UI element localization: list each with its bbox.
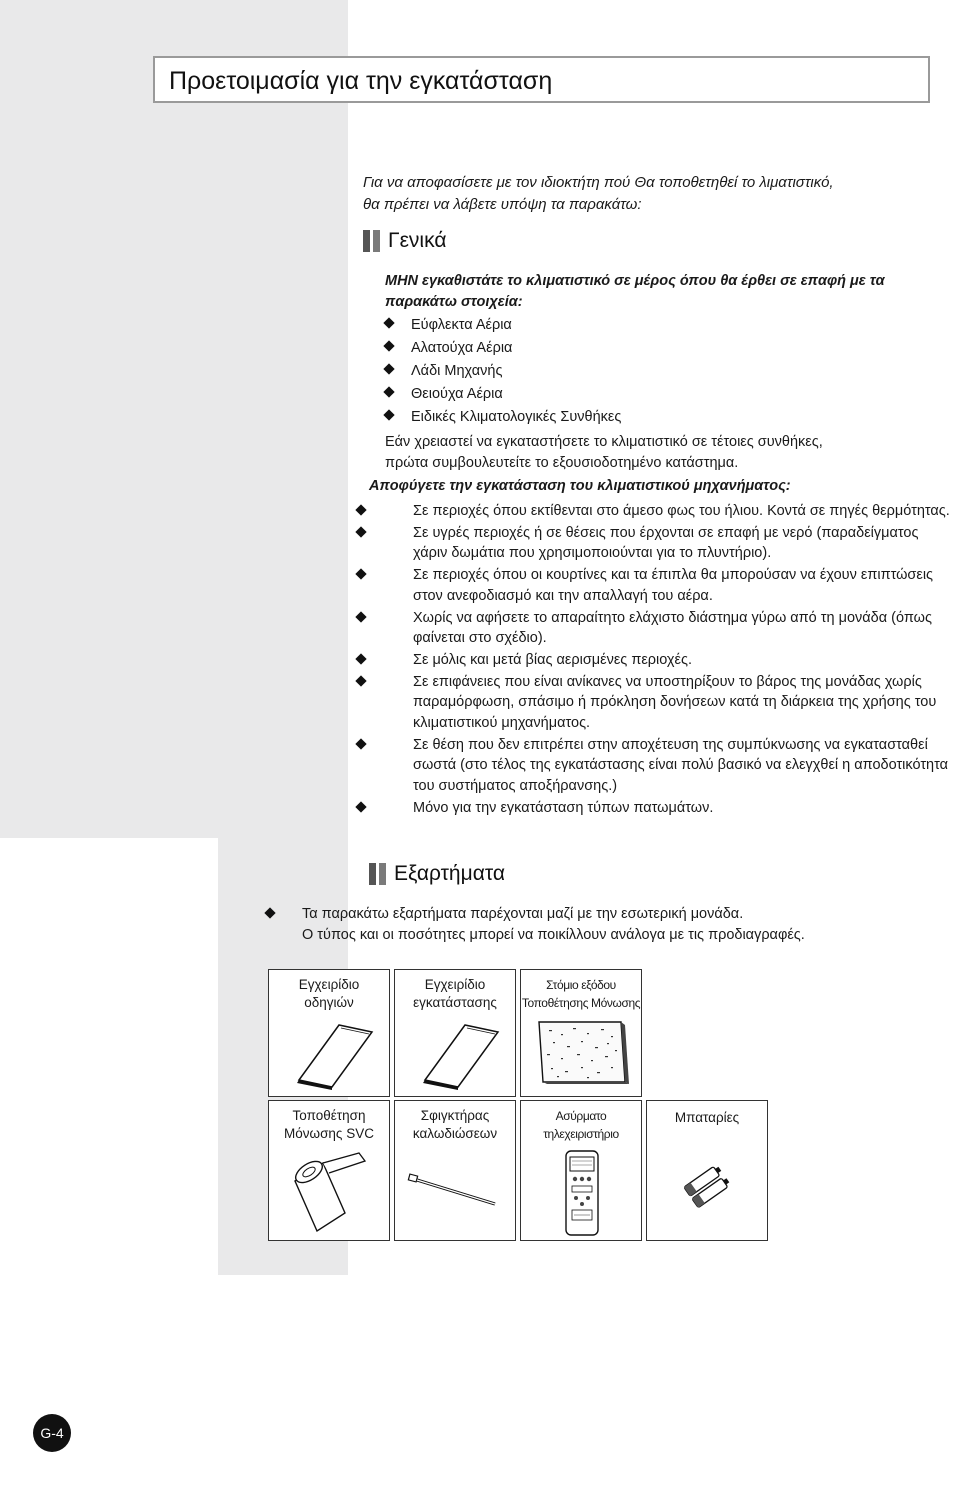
- list-item: Σε υγρές περιοχές ή σε θέσεις που έρχονται σε επαφή με νερό (παραδείγματος χάριν δωμάτια που χρησιμοποιούνται για το πλυντήριο).: [353, 523, 953, 564]
- intro-line-1: Για να αποφασίσετε με τον ιδιοκτήτη πού Θα τοποθετηθεί το λιματιστικό,: [363, 174, 834, 191]
- section-marker-icon: [369, 863, 386, 885]
- remote-control-icon: [521, 1101, 643, 1242]
- page-title: Προετοιμασία για την εγκατάσταση: [169, 67, 553, 95]
- insulation-sheet-icon: [521, 970, 643, 1098]
- accessory-label: τηλεχειριστήριο: [543, 1127, 619, 1141]
- gray-margin-band: [0, 0, 348, 838]
- accessory-label: Σφιγκτήρας: [420, 1108, 490, 1123]
- intro-text: [363, 172, 943, 216]
- list-item: Λάδι Μηχανής: [381, 360, 941, 383]
- general-warning-line-2: παρακάτω στοιχεία:: [385, 294, 523, 310]
- page-number-badge: G-4: [33, 1414, 71, 1452]
- accessory-label: Εγχειρίδιο: [298, 977, 360, 992]
- list-item: Ειδικές Κλιματολογικές Συνθήκες: [381, 406, 941, 429]
- accessories-note-line-1: Τα παρακάτω εξαρτήματα παρέχονται μαζί με την εσωτερική μονάδα.: [302, 906, 744, 922]
- section-heading-general: [363, 229, 446, 253]
- intro-line-2: θα πρέπει να λάβετε υπόψη τα παρακάτω:: [363, 196, 642, 213]
- accessory-label: Μπαταρίες: [674, 1110, 740, 1125]
- section-title-general: Γενικά: [388, 229, 447, 252]
- accessory-cell-cable-tie: [394, 1100, 516, 1241]
- list-item: Μόνο για την εγκατάσταση τύπων πατωμάτων.: [353, 798, 953, 819]
- insulation-roll-icon: [269, 1101, 391, 1242]
- accessory-cell-outlet-insulation: [520, 969, 642, 1097]
- accessory-cell-installation-manual: [394, 969, 516, 1097]
- accessory-label: εγκατάστασης: [413, 995, 497, 1010]
- general-advice-line-2: πρώτα συμβουλευτείτε το εξουσιοδοτημένο κατάστημα.: [385, 455, 739, 471]
- general-warning: [385, 271, 945, 313]
- accessory-cell-svc-insulation: [268, 1100, 390, 1241]
- section-heading-accessories: [369, 862, 505, 886]
- accessory-label: Τοποθέτησης Μόνωσης: [521, 996, 641, 1010]
- list-item: Αλατούχα Αέρια: [381, 337, 941, 360]
- accessory-cell-remote-control: [520, 1100, 642, 1241]
- accessory-label: οδηγιών: [304, 995, 354, 1010]
- list-item: Σε θέση που δεν επιτρέπει στην αποχέτευση της συμπύκνωσης να εγκατασταθεί σωστά (στο τέλος της εγκατάστασης είναι πολύ βασικό να ελεγχθεί η αποδοτικότητα του συστήματος αποξήρανσης.): [353, 735, 953, 797]
- list-item: Σε επιφάνειες που είναι ανίκανες να υποστηρίξουν το βάρος της μονάδας χωρίς παραμόρφωση, σπάσιμο ή πρόκληση δονήσεων κατά τη διάρκεια της χρήσης του κλιματιστικού μηχανήματος.: [353, 672, 953, 734]
- general-advice: [385, 432, 945, 474]
- accessory-label: Τοποθέτηση: [292, 1108, 366, 1123]
- manual-icon: [269, 970, 391, 1098]
- manual-icon: [395, 970, 517, 1098]
- accessory-label: Ασύρματο: [555, 1109, 607, 1123]
- list-item: Σε περιοχές όπου εκτίθενται στο άμεσο φως του ήλιου. Κοντά σε πηγές θερμότητας.: [353, 501, 953, 522]
- accessory-label: καλωδιώσεων: [412, 1126, 498, 1141]
- avoid-list: [353, 501, 953, 819]
- general-advice-line-1: Εάν χρειαστεί να εγκαταστήσετε το κλιματιστικό σε τέτοιες συνθήκες,: [385, 434, 823, 450]
- section-marker-icon: [363, 230, 380, 252]
- accessory-label: Εγχειρίδιο: [424, 977, 486, 992]
- accessory-label: Στόμιο εξόδου: [546, 978, 616, 992]
- avoid-heading: Αποφύγετε την εγκατάσταση του κλιματιστικού μηχανήματος:: [369, 478, 791, 494]
- list-item: Θειούχα Αέρια: [381, 383, 941, 406]
- accessory-cell-batteries: [646, 1100, 768, 1241]
- accessories-note-line-2: Ο τύπος και οι ποσότητες μπορεί να ποικίλλουν ανάλογα με τις προδιαγραφές.: [302, 927, 805, 943]
- list-item: Εύφλεκτα Αέρια: [381, 314, 941, 337]
- hazard-list: [381, 314, 941, 429]
- section-title-accessories: Εξαρτήματα: [394, 862, 505, 885]
- accessory-label: Μόνωσης SVC: [284, 1126, 374, 1141]
- list-item: Σε περιοχές όπου οι κουρτίνες και τα έπιπλα θα μπορούσαν να έχουν επιπτώσεις στον ανεφοδιασμό και την απαλλαγή του αέρα.: [353, 565, 953, 606]
- accessories-note: [262, 904, 805, 946]
- general-warning-line-1: ΜΗΝ εγκαθιστάτε το κλιματιστικό σε μέρος όπου θα έρθει σε επαφή με τα: [385, 273, 885, 289]
- list-item: Χωρίς να αφήσετε το απαραίτητο ελάχιστο διάστημα γύρω από τη μονάδα (όπως φαίνεται στο σχέδιο).: [353, 608, 953, 649]
- page-title-box: [153, 56, 930, 103]
- list-item: Σε μόλις και μετά βίας αερισμένες περιοχές.: [353, 650, 953, 671]
- accessory-cell-user-manual: [268, 969, 390, 1097]
- batteries-icon: [647, 1101, 769, 1242]
- cable-tie-icon: [395, 1101, 517, 1242]
